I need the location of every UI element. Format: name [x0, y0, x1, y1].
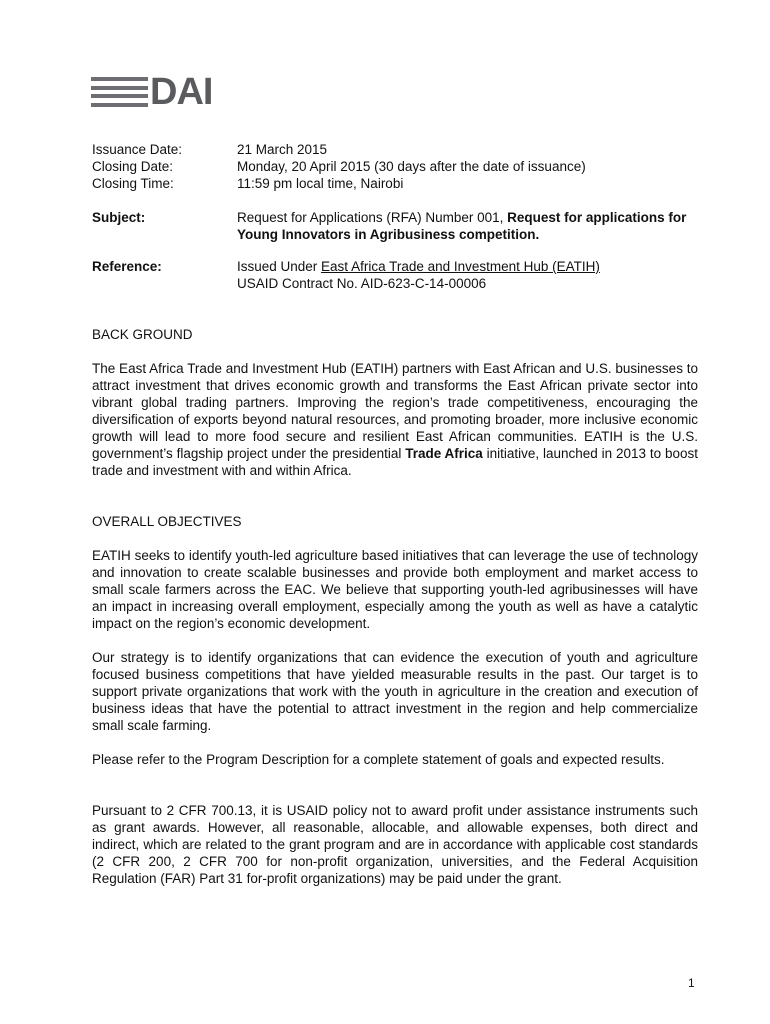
page-number: 1 — [688, 976, 695, 990]
trade-africa-bold: Trade Africa — [405, 446, 483, 461]
issuance-date-value: 21 March 2015 — [237, 142, 328, 157]
reference-issued-prefix: Issued Under — [237, 259, 322, 274]
subject-prefix: Request for Applications (RFA) Number 001, — [237, 210, 508, 225]
background-text-1: The East Africa Trade and Investment Hub (EATIH) partners with East African and U.S. businesses to attract investment that drives economic growth and transforms the East African private sector into vibrant global trading partners. Improving the region’s trade competitiveness, encouraging the diversification of exports beyond natural resources, and promoting broader, more inclusive economic growth will lead to more food secure and resilient East African communities. EATIH is the U.S. government’s flagship project under the presidential — [92, 361, 698, 461]
eatih-link[interactable]: East Africa Trade and Investment Hub (EATIH) — [321, 259, 600, 274]
objectives-paragraph-3: Please refer to the Program Description for a complete statement of goals and expected results. — [92, 752, 665, 767]
reference-value — [237, 258, 698, 292]
objectives-heading: OVERALL OBJECTIVES — [92, 514, 242, 529]
subject-label: Subject: — [92, 210, 146, 225]
reference-issued-line — [237, 258, 698, 275]
closing-date-label: Closing Date: — [92, 159, 174, 174]
reference-contract-line — [237, 275, 698, 292]
objectives-paragraph-1: EATIH seeks to identify youth-led agriculture based initiatives that can leverage the use of technology and innovation to create scalable businesses and provide both employment and market access to small scale farmers across the EAC. We believe that supporting youth-led agribusinesses will have an impact in increasing overall employment, especially among the youth as well as have a catalytic impact on the region’s economic development. — [92, 548, 698, 631]
contract-number: AID-623-C-14-00006 — [360, 276, 487, 291]
issuance-date-label: Issuance Date: — [92, 142, 183, 157]
subject-value — [237, 209, 698, 243]
closing-date-value: Monday, 20 April 2015 (30 days after the date of issuance) — [237, 159, 586, 174]
background-text-2: initiative, launched in 2013 to boost trade and investment with and within Africa. — [92, 446, 698, 478]
reference-contract-prefix: USAID Contract No. — [237, 276, 361, 291]
logo-stripes-icon — [91, 77, 148, 107]
subject-title: Request for applications for Young Innovators in Agribusiness competition. — [237, 210, 687, 242]
background-heading: BACK GROUND — [92, 327, 193, 342]
closing-time-label: Closing Time: — [92, 176, 174, 191]
background-paragraph — [92, 360, 698, 479]
dai-logo — [91, 71, 213, 113]
logo-text: DAI — [150, 71, 213, 113]
reference-label: Reference: — [92, 259, 162, 274]
closing-time-value: 11:59 pm local time, Nairobi — [237, 176, 404, 191]
objectives-paragraph-4: Pursuant to 2 CFR 700.13, it is USAID policy not to award profit under assistance instruments such as grant awards. However, all reasonable, allocable, and allowable expenses, both direct and indirect, which are related to the grant program and are in accordance with applicable cost standards (2 CFR 200, 2 CFR 700 for non-profit organization, universities, and the Federal Acquisition Regulation (FAR) Part 31 for-profit organizations) may be paid under the grant. — [92, 803, 698, 886]
objectives-paragraph-2: Our strategy is to identify organizations that can evidence the execution of youth and agriculture focused business competitions that have yielded measurable results in the past. Our target is to support private organizations that work with the youth in agriculture in the creation and execution of business ideas that have the potential to attract investment in the region and help commercialize small scale farming. — [92, 650, 698, 733]
